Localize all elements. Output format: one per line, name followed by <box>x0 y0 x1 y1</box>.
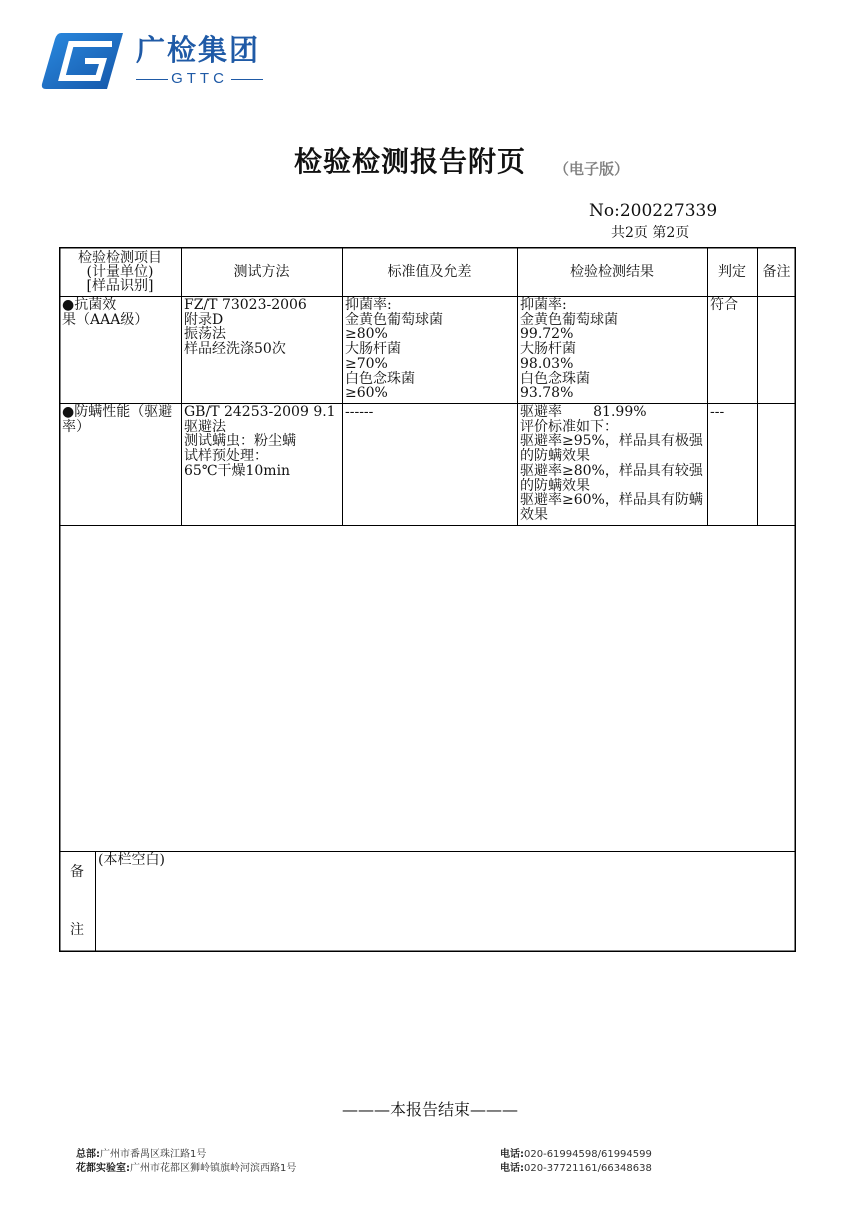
cell-line: 白色念珠菌 <box>520 370 590 387</box>
company-name: 广检集团 <box>136 33 261 67</box>
cell-line: 大肠杆菌 <box>520 341 576 358</box>
cell-line: (计量单位) <box>86 263 154 280</box>
cell-line: --- <box>710 404 725 420</box>
cell-line: 的防螨效果 <box>520 477 590 494</box>
cell-line: 93.78% <box>520 385 574 402</box>
header-method-label: 测试方法 <box>233 263 290 280</box>
cell-line: 白色念珠菌 <box>345 370 415 387</box>
cell-line: FZ/T 73023-2006 <box>184 297 307 313</box>
cell-line: ≥60% <box>345 385 388 402</box>
cell-line: 抑菌率: <box>520 297 567 313</box>
footer-value: 广州市番禺区珠江路1号 <box>100 1149 207 1160</box>
cell-line: 样品经洗涤50次 <box>184 341 286 358</box>
header-remark <box>757 247 796 296</box>
row1-item <box>59 296 181 403</box>
row2-method <box>181 403 342 525</box>
footer-label: 总部: <box>76 1149 100 1160</box>
footer-headquarters <box>76 1148 206 1161</box>
results-table <box>59 247 796 952</box>
row2-standard <box>342 403 517 525</box>
footer-value: 广州市花都区狮岭镇旗岭河滨西路1号 <box>130 1163 297 1174</box>
company-logo <box>41 32 267 90</box>
cell-line: 符合 <box>710 297 738 313</box>
cell-line: 果（AAA级） <box>62 311 149 328</box>
report-title: 检验检测报告附页 <box>294 145 527 178</box>
footer-label: 花都实验室: <box>76 1163 130 1174</box>
cell-line: 65℃干燥10min <box>184 462 291 479</box>
footer-label: 电话: <box>500 1149 524 1160</box>
cell-line: GB/T 24253-2009 9.1 <box>184 404 336 420</box>
cell-line: 驱避率≥60%，样品具有防螨 <box>520 492 703 509</box>
footer-phone-headquarters <box>500 1148 652 1161</box>
cell-line: [样品识别] <box>86 277 154 294</box>
header-method <box>181 247 342 296</box>
cell-line: ●防螨性能（驱避 <box>62 404 173 420</box>
cell-line: ≥70% <box>345 355 388 372</box>
cell-line: 金黄色葡萄球菌 <box>520 311 618 328</box>
footer-lab <box>76 1162 296 1175</box>
cell-line: 效果 <box>520 506 548 523</box>
cell-line: 检验检测项目 <box>78 249 162 266</box>
header-judgement <box>707 247 757 296</box>
table-grid-line <box>59 525 796 526</box>
cell-line: ≥80% <box>345 326 388 343</box>
row2-judgement <box>707 403 757 525</box>
row2-item <box>59 403 181 525</box>
cell-line: 驱避率≥95%，样品具有极强 <box>520 433 703 450</box>
header-standard <box>342 247 517 296</box>
remarks-content-text: (本栏空白) <box>98 852 165 868</box>
page-count: 共2页 第2页 <box>611 225 690 241</box>
footer-phone-lab <box>500 1162 652 1175</box>
row1-judgement <box>707 296 757 403</box>
cell-line: 评价标准如下： <box>520 418 618 435</box>
header-judgement-label: 判定 <box>718 263 746 280</box>
report-end-note: ———本报告结束——— <box>341 1100 518 1119</box>
cell-line: 驱避率 81.99% <box>520 404 647 420</box>
header-result <box>517 247 707 296</box>
cell-line: 测试螨虫：粉尘螨 <box>184 433 296 450</box>
row1-standard <box>342 296 517 403</box>
row1-result <box>517 296 707 403</box>
cell-line: 抑菌率: <box>345 297 392 313</box>
cell-line: 试样预处理： <box>184 448 268 465</box>
cell-line: 振荡法 <box>184 326 226 343</box>
cell-line: ●抗菌效 <box>62 297 117 313</box>
cell-line: 的防螨效果 <box>520 448 590 465</box>
header-result-label: 检验检测结果 <box>570 263 654 280</box>
cell-line: 驱避法 <box>184 418 226 435</box>
gttc-logo-icon <box>41 33 123 89</box>
cell-line: 率） <box>62 418 90 435</box>
remarks-content <box>95 851 796 952</box>
electronic-edition-label: （电子版） <box>554 160 630 178</box>
company-abbreviation-row <box>136 71 263 87</box>
footer-label: 电话: <box>500 1163 524 1174</box>
row2-result <box>517 403 707 525</box>
header-item <box>59 247 181 296</box>
company-abbreviation: GTTC <box>171 70 228 87</box>
logo-rule-right <box>231 79 263 80</box>
cell-line: 驱避率≥80%，样品具有较强 <box>520 462 703 479</box>
cell-line: 附录D <box>184 311 224 328</box>
header-standard-label: 标准值及允差 <box>387 263 472 280</box>
cell-line: 金黄色葡萄球菌 <box>345 311 443 328</box>
cell-line: 大肠杆菌 <box>345 341 401 358</box>
header-remark-label: 备注 <box>762 263 791 280</box>
footer-value: 020-61994598/61994599 <box>524 1149 652 1160</box>
footer-value: 020-37721161/66348638 <box>524 1163 652 1174</box>
remarks-label-bottom: 注 <box>70 922 84 938</box>
row1-method <box>181 296 342 403</box>
cell-line: 98.03% <box>520 355 574 372</box>
report-number: No:200227339 <box>589 201 718 221</box>
remarks-label-top: 备 <box>70 864 84 880</box>
cell-line: ------ <box>345 404 374 420</box>
cell-line: 99.72% <box>520 326 574 343</box>
logo-rule-left <box>136 79 168 80</box>
